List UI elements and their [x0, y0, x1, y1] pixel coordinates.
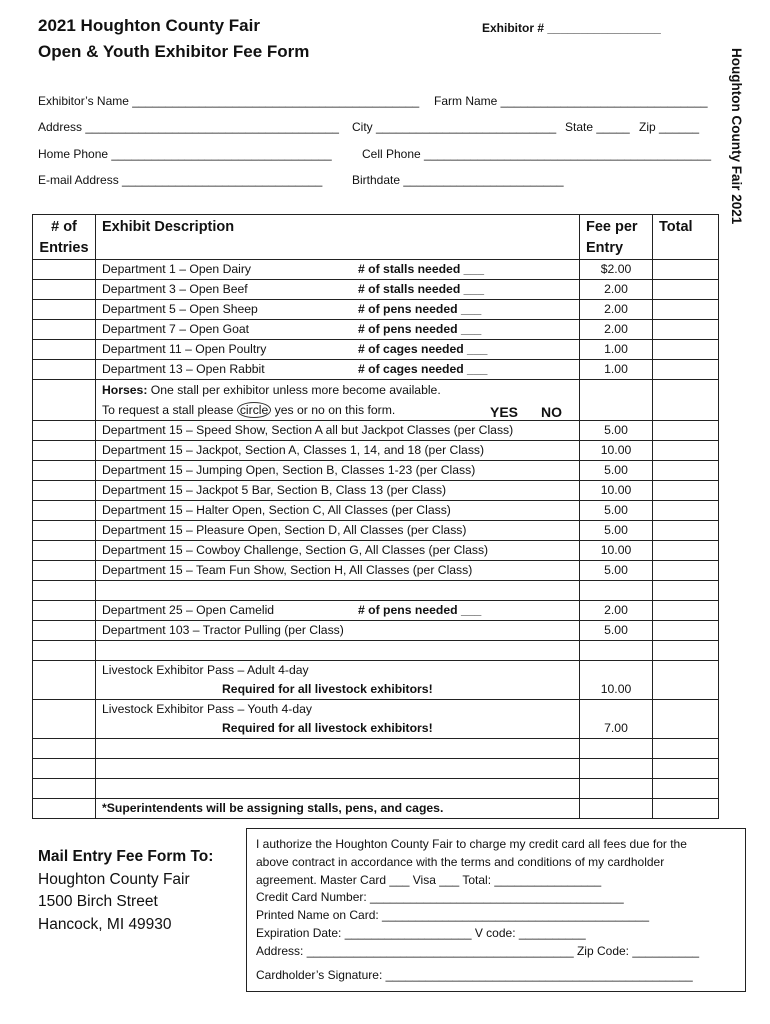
fee-cell: 1.00 [580, 360, 653, 380]
email-field[interactable]: E-mail Address ______________________________ [38, 173, 323, 187]
fee-cell: 10.00 [580, 481, 653, 501]
entry-cell[interactable] [33, 340, 96, 360]
total-cell[interactable] [653, 481, 719, 501]
total-cell[interactable] [653, 501, 719, 521]
state-field[interactable]: State _____ [565, 120, 630, 134]
table-row [33, 300, 719, 320]
total-cell[interactable] [653, 661, 719, 700]
description: Department 15 – Speed Show, Section A all but Jackpot Classes (per Class) [102, 423, 514, 437]
entry-cell[interactable] [33, 461, 96, 481]
yes-option[interactable]: YES [490, 404, 519, 420]
description: Department 15 – Jackpot 5 Bar, Section B, Class 13 (per Class) [102, 483, 447, 497]
total-cell[interactable] [653, 360, 719, 380]
fee-cell: 2.00 [580, 300, 653, 320]
table-row [33, 501, 719, 521]
table-row [33, 541, 719, 561]
quantity-needed[interactable]: # of pens needed ___ [358, 302, 482, 316]
entry-cell[interactable] [33, 601, 96, 621]
blank-row [33, 739, 719, 759]
description-header: Exhibit Description [96, 215, 580, 260]
fee-cell: 10.00 [580, 441, 653, 461]
table-row [33, 421, 719, 441]
mail-line-2: 1500 Birch Street [38, 893, 158, 910]
mail-line-1: Houghton County Fair [38, 870, 190, 888]
total-cell[interactable] [653, 280, 719, 300]
table-header-row [33, 215, 719, 260]
description: Department 3 – Open Beef [102, 282, 248, 296]
quantity-needed[interactable]: # of cages needed ___ [358, 342, 488, 356]
fee-header: Fee per Entry [580, 215, 653, 260]
fee-cell: 10.00 [580, 541, 653, 561]
quantity-needed[interactable]: # of stalls needed ___ [358, 282, 484, 296]
printed-name-field[interactable]: Printed Name on Card: ________________________________________ [256, 908, 650, 923]
cell-phone-field[interactable]: Cell Phone ___________________________________________ [362, 147, 712, 161]
farm-name-field[interactable]: Farm Name _______________________________ [434, 94, 708, 108]
table-row [33, 360, 719, 380]
description: Department 15 – Pleasure Open, Section D, All Classes (per Class) [102, 523, 467, 537]
blank-row [33, 641, 719, 661]
total-header: Total [653, 215, 719, 260]
card-address-field[interactable]: Address: ________________________________________ Zip Code: __________ [256, 943, 700, 958]
form-title: 2021 Houghton County Fair [38, 16, 260, 35]
table-row [33, 481, 719, 501]
description: Department 1 – Open Dairy [102, 262, 252, 276]
card-type-total[interactable]: agreement. Master Card ___ Visa ___ Total: ________________ [256, 872, 602, 887]
description: Department 15 – Jackpot, Section A, Classes 1, 14, and 18 (per Class) [102, 443, 485, 457]
expiration-field[interactable]: Expiration Date: ___________________ V code: __________ [256, 925, 586, 940]
entry-cell[interactable] [33, 661, 96, 700]
quantity-needed[interactable]: # of stalls needed ___ [358, 262, 484, 276]
description: Department 7 – Open Goat [102, 322, 250, 336]
signature-field[interactable]: Cardholder’s Signature: ______________________________________________ [256, 967, 693, 982]
fee-cell: 1.00 [580, 340, 653, 360]
mail-address-block [38, 846, 213, 936]
exhibitor-name-field[interactable]: Exhibitor’s Name ___________________________________________ [38, 94, 420, 108]
quantity-needed[interactable]: # of cages needed ___ [358, 362, 488, 376]
table-row [33, 441, 719, 461]
total-cell[interactable] [653, 300, 719, 320]
blank-row [33, 581, 719, 601]
city-field[interactable]: City ___________________________ [352, 120, 557, 134]
youth-pass-row: Livestock Exhibitor Pass – Youth 4-day Required for all livestock exhibitors! 7.00 [33, 700, 719, 739]
exhibitor-number-field[interactable]: Exhibitor # _________________ [482, 21, 661, 35]
authorization-text: I authorize the Houghton County Fair to charge my credit card all fees due for the [256, 837, 687, 851]
footnote: *Superintendents will be assigning stalls, pens, and cages. [96, 799, 580, 819]
entry-cell[interactable] [33, 521, 96, 541]
table-row [33, 521, 719, 541]
total-cell[interactable] [653, 601, 719, 621]
description: Department 15 – Cowboy Challenge, Section G, All Classes (per Class) [102, 543, 489, 557]
entry-cell[interactable] [33, 561, 96, 581]
total-cell[interactable] [653, 541, 719, 561]
form-subtitle: Open & Youth Exhibitor Fee Form [38, 42, 310, 61]
table-row [33, 280, 719, 300]
total-cell[interactable] [653, 461, 719, 481]
description: Department 15 – Team Fun Show, Section H, All Classes (per Class) [102, 563, 473, 577]
tractor-row: Department 103 – Tractor Pulling (per Class) 5.00 [33, 621, 719, 641]
card-number-field[interactable]: Credit Card Number: ______________________________________ [256, 890, 624, 905]
description: Department 13 – Open Rabbit [102, 362, 265, 376]
table-row [33, 561, 719, 581]
authorization-text: above contract in accordance with the terms and conditions of my cardholder [256, 854, 665, 869]
table-row [33, 260, 719, 280]
address-field[interactable]: Address ______________________________________ [38, 120, 339, 134]
quantity-needed[interactable]: # of pens needed ___ [358, 322, 482, 336]
entry-cell[interactable] [33, 380, 96, 421]
total-cell[interactable] [653, 260, 719, 280]
description: Department 11 – Open Poultry [102, 342, 267, 356]
side-banner: Houghton County Fair 2021 [729, 48, 744, 225]
fee-cell: 2.00 [580, 320, 653, 340]
no-option[interactable]: NO [541, 404, 562, 420]
entry-cell[interactable] [33, 260, 96, 280]
description: Department 15 – Halter Open, Section C, All Classes (per Class) [102, 503, 451, 517]
mail-line-3: Hancock, MI 49930 [38, 915, 172, 933]
blank-row [33, 759, 719, 779]
entry-cell[interactable] [33, 621, 96, 641]
description: Department 5 – Open Sheep [102, 302, 258, 316]
adult-pass-row: Livestock Exhibitor Pass – Adult 4-day Required for all livestock exhibitors! 10.00 [33, 661, 719, 700]
total-cell[interactable] [653, 700, 719, 739]
home-phone-field[interactable]: Home Phone _________________________________ [38, 147, 332, 161]
total-cell[interactable] [653, 340, 719, 360]
total-cell[interactable] [653, 521, 719, 541]
fee-cell: $2.00 [580, 260, 653, 280]
total-cell[interactable] [653, 380, 719, 421]
entry-cell[interactable] [33, 320, 96, 340]
entry-cell[interactable] [33, 541, 96, 561]
fee-cell: 5.00 [580, 501, 653, 521]
total-cell[interactable] [653, 621, 719, 641]
entry-cell[interactable] [33, 360, 96, 380]
table-row [33, 461, 719, 481]
description: Department 15 – Jumping Open, Section B, Classes 1-23 (per Class) [102, 463, 476, 477]
fee-cell: 5.00 [580, 461, 653, 481]
horses-row: Horses: One stall per exhibitor unless more become available. To request a stall please circle yes or no on this form. YES NO [33, 380, 719, 421]
entry-cell[interactable] [33, 300, 96, 320]
table-row [33, 340, 719, 360]
entry-cell[interactable] [33, 501, 96, 521]
total-cell[interactable] [653, 441, 719, 461]
footnote-row [33, 799, 719, 819]
fee-cell: 5.00 [580, 521, 653, 541]
fee-cell: 2.00 [580, 280, 653, 300]
table-row [33, 320, 719, 340]
blank-row [33, 779, 719, 799]
fee-table [32, 214, 719, 819]
mail-heading: Mail Entry Fee Form To: [38, 848, 214, 865]
entry-cell[interactable] [33, 441, 96, 461]
birthdate-field[interactable]: Birthdate ________________________ [352, 173, 564, 187]
credit-card-box [246, 828, 746, 992]
entry-cell[interactable] [33, 700, 96, 739]
fee-cell: 5.00 [580, 421, 653, 441]
camelid-row: Department 25 – Open Camelid # of pens needed ___ 2.00 [33, 601, 719, 621]
total-cell[interactable] [653, 421, 719, 441]
entry-cell[interactable] [33, 280, 96, 300]
total-cell[interactable] [653, 561, 719, 581]
fee-cell: 5.00 [580, 561, 653, 581]
entry-cell[interactable] [33, 481, 96, 501]
total-cell[interactable] [653, 320, 719, 340]
zip-field[interactable]: Zip ______ [639, 120, 700, 134]
entry-cell[interactable] [33, 421, 96, 441]
entries-header: # of Entries [33, 215, 96, 260]
